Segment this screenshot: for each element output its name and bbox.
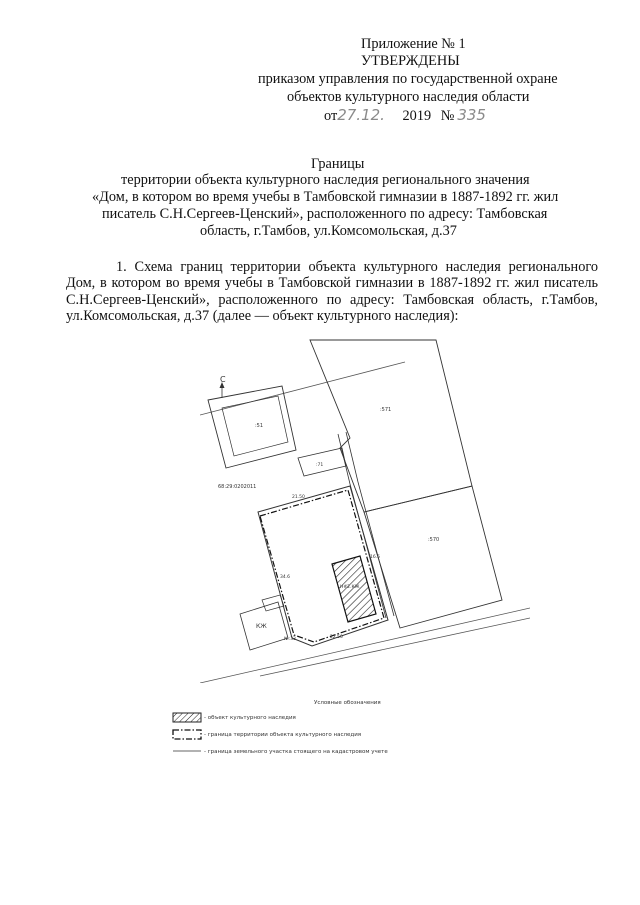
title-line-5: область, г.Тамбов, ул.Комсомольская, д.37 <box>200 223 457 239</box>
dimension-right: 16.5 <box>370 555 381 560</box>
territory-boundary-dashdot <box>260 490 384 642</box>
parcel-51 <box>208 386 296 468</box>
street-line-bottom-2 <box>260 618 530 676</box>
north-arrow-icon <box>220 382 225 398</box>
legend-item-cadastral: - граница земельного участка стоящего на кадастровом учете <box>204 749 388 755</box>
order-line-2: объектов культурного наследия области <box>287 89 530 105</box>
dimension-small: №:33 <box>284 637 296 642</box>
legend-dashdot-symbol <box>172 729 204 741</box>
legend-title: Условные обозначения <box>314 700 381 706</box>
parcel-51-label: :51 <box>255 423 264 429</box>
side-building-annex <box>262 595 284 611</box>
order-date-line <box>324 107 486 124</box>
handwritten-date: 27.12. <box>337 106 385 124</box>
approved-heading: УТВЕРЖДЕНЫ <box>361 53 460 69</box>
parcel-570-label: :570 <box>428 537 440 543</box>
street-line-top <box>200 362 405 415</box>
date-prefix: от <box>324 108 338 124</box>
side-building-label: КЖ <box>256 623 267 630</box>
title-line-3: «Дом, в котором во время учебы в Тамбовской гимназии в 1887-1892 гг. жил <box>92 189 559 205</box>
handwritten-number: 335 <box>457 106 486 124</box>
legend-line-symbol <box>172 748 204 754</box>
order-line-1: приказом управления по государственной охране <box>258 71 558 87</box>
title-line-2: территории объекта культурного наследия регионального значения <box>121 172 530 188</box>
title-borders: Границы <box>311 156 365 172</box>
parcel-571-label: :571 <box>380 407 392 413</box>
street-line-bottom <box>200 608 530 683</box>
legend-item-heritage: - объект культурного наследия <box>204 715 296 721</box>
legend-hatch-symbol <box>172 712 204 724</box>
title-line-4: писатель С.Н.Сергеев-Ценский», расположенного по адресу: Тамбовская <box>102 206 548 222</box>
legend-item-territory: - граница территории объекта культурного наследия <box>204 732 362 738</box>
main-plot-boundary <box>258 486 388 646</box>
street-cadastral-label: 68:29:0202011 <box>218 484 257 490</box>
parcel-71 <box>298 448 346 476</box>
parcel-71-label: :71 <box>316 463 324 468</box>
section-1-paragraph <box>66 259 598 325</box>
number-sign: № <box>440 108 455 124</box>
date-year: 2019 <box>402 108 432 124</box>
appendix-number: Приложение № 1 <box>361 36 466 52</box>
section-1-text: 1. Схема границ территории объекта культурного наследия регионального Дом, в котором во время учебы в Тамбовской гимназии в 1887-1892 гг. жил писатель С.Н.Сергеев-Ценский», расположенного по адресу: Тамбовская область, г.Тамбов, ул.Комсомольская, д.37 (далее — объект культурного наследия): <box>66 259 598 325</box>
north-label: С <box>220 375 226 384</box>
territory-scheme-map <box>200 338 530 683</box>
dimension-top: 21.50 <box>292 495 305 500</box>
dimension-bottom: 22.50 <box>330 635 343 640</box>
dimension-left: 34.6 <box>280 575 291 580</box>
heritage-building-label: Н#2.КЖ <box>340 585 360 590</box>
